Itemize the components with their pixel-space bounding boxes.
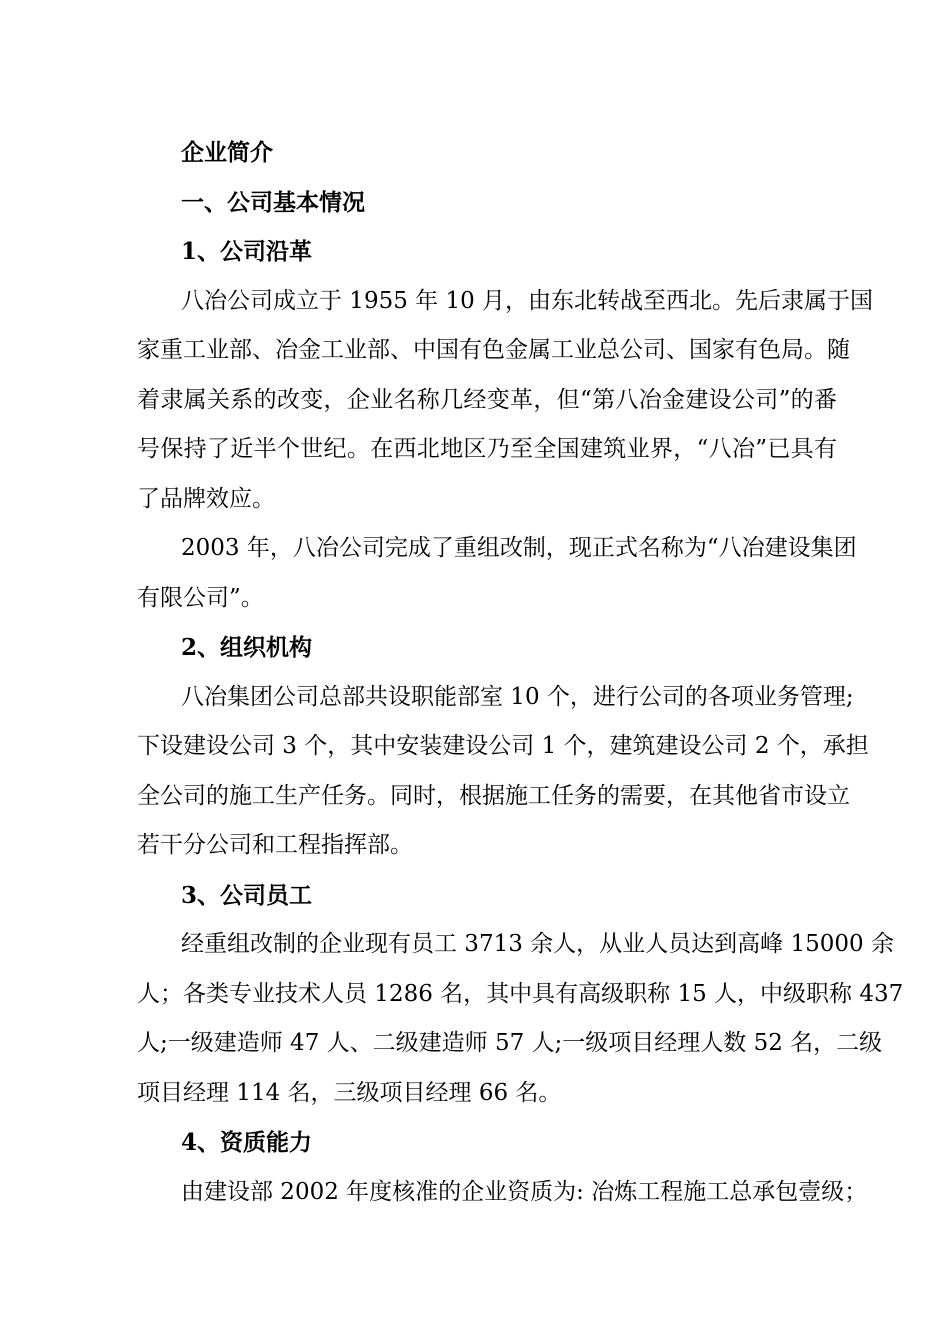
paragraph-line: 由建设部 2002 年度核准的企业资质为: 冶炼工程施工总承包壹级； bbox=[181, 1178, 868, 1205]
section-heading: 一、公司基本情况 bbox=[181, 188, 365, 216]
subsection-heading: 1、公司沿革 bbox=[181, 238, 313, 265]
document-body bbox=[137, 128, 904, 1217]
paragraph-line: 了品牌效应。 bbox=[137, 485, 275, 512]
paragraph-line: 八冶集团公司总部共设职能部室 10 个，进行公司的各项业务管理; bbox=[181, 683, 854, 710]
subsection-heading: 4、资质能力 bbox=[181, 1129, 313, 1156]
paragraph-line: 全公司的施工生产任务。同时，根据施工任务的需要，在其他省市设立 bbox=[137, 782, 850, 809]
paragraph-line: 经重组改制的企业现有员工 3713 余人，从业人员达到高峰 15000 余 bbox=[181, 931, 894, 957]
subsection-heading: 2、组织机构 bbox=[181, 634, 313, 661]
paragraph-line: 号保持了近半个世纪。在西北地区乃至全国建筑业界，“八冶”已具有 bbox=[137, 436, 837, 462]
paragraph-line: 人；各类专业技术人员 1286 名，其中具有高级职称 15 人，中级职称 437 bbox=[137, 980, 904, 1007]
paragraph-line: 项目经理 114 名，三级项目经理 66 名。 bbox=[137, 1079, 562, 1106]
subsection-heading: 3、公司员工 bbox=[181, 881, 313, 909]
paragraph-line: 下设建设公司 3 个，其中安装建设公司 1 个，建筑建设公司 2 个，承担 bbox=[137, 733, 869, 759]
paragraph-line: 有限公司”。 bbox=[137, 584, 264, 611]
paragraph-line: 人;一级建造师 47 人、二级建造师 57 人;一级项目经理人数 52 名，二级 bbox=[137, 1030, 883, 1056]
paragraph-line: 八冶公司成立于 1955 年 10 月，由东北转战至西北。先后隶属于国 bbox=[181, 287, 874, 314]
paragraph-line: 家重工业部、冶金工业部、中国有色金属工业总公司、国家有色局。随 bbox=[137, 337, 850, 363]
paragraph-line: 着隶属关系的改变，企业名称几经变革，但“第八冶金建设公司”的番 bbox=[137, 386, 837, 413]
document-title: 企业简介 bbox=[181, 139, 273, 166]
paragraph-line: 若干分公司和工程指挥部。 bbox=[137, 832, 413, 858]
paragraph-line: 2003 年，八冶公司完成了重组改制，现正式名称为“八冶建设集团 bbox=[181, 535, 857, 561]
